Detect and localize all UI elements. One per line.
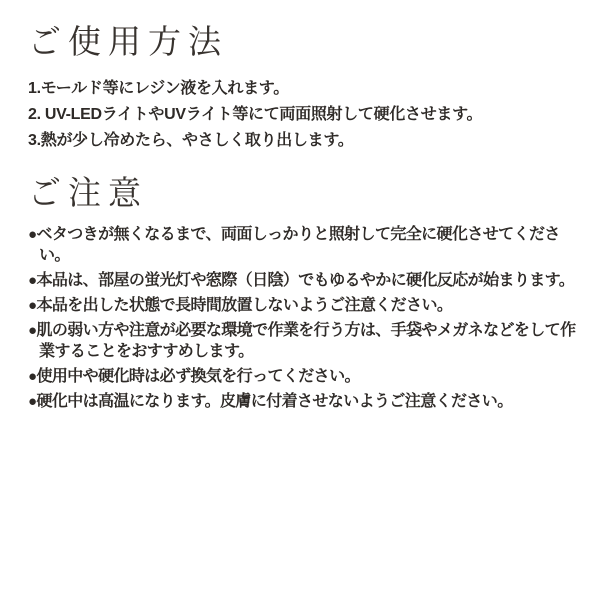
caution-item-text: ベタつきが無くなるまで、両面しっかりと照射して完全に硬化させてください。 bbox=[36, 225, 560, 264]
caution-item-text: 本品を出した状態で長時間放置しないようご注意ください。 bbox=[36, 296, 453, 314]
bullet-icon: ● bbox=[28, 271, 37, 289]
caution-item-text: 硬化中は高温になります。皮膚に付着させないようご注意ください。 bbox=[36, 392, 513, 410]
caution-item bbox=[28, 391, 582, 412]
usage-step: 2. UV-LEDライトやUVライト等にて両面照射して硬化させます。 bbox=[28, 105, 483, 123]
caution-item-text: 肌の弱い方や注意が必要な環境で作業を行う方は、手袋やメガネなどをして作業することをおすすめします。 bbox=[36, 321, 576, 360]
caution-item bbox=[28, 295, 582, 316]
caution-item bbox=[28, 366, 582, 387]
bullet-icon: ● bbox=[28, 367, 37, 385]
usage-step: 3.熱が少し冷めたら、やさしく取り出します。 bbox=[28, 131, 354, 149]
bullet-icon: ● bbox=[28, 225, 37, 243]
caution-list bbox=[28, 224, 582, 412]
caution-item bbox=[28, 320, 582, 362]
bullet-icon: ● bbox=[28, 321, 37, 339]
caution-section bbox=[28, 175, 582, 412]
caution-item-text: 本品は、部屋の蛍光灯や窓際（日陰）でもゆるやかに硬化反応が始まります。 bbox=[36, 271, 575, 289]
bullet-icon: ● bbox=[28, 392, 37, 410]
usage-steps-list bbox=[28, 76, 582, 154]
caution-item bbox=[28, 270, 582, 291]
bullet-icon: ● bbox=[28, 296, 37, 314]
caution-item bbox=[28, 224, 582, 266]
usage-section bbox=[28, 24, 582, 154]
usage-step: 1.モールド等にレジン液を入れます。 bbox=[28, 79, 289, 97]
usage-section-title: ご使用方法 bbox=[28, 23, 228, 60]
caution-item-text: 使用中や硬化時は必ず換気を行ってください。 bbox=[36, 367, 360, 385]
caution-section-title: ご注意 bbox=[28, 173, 148, 211]
